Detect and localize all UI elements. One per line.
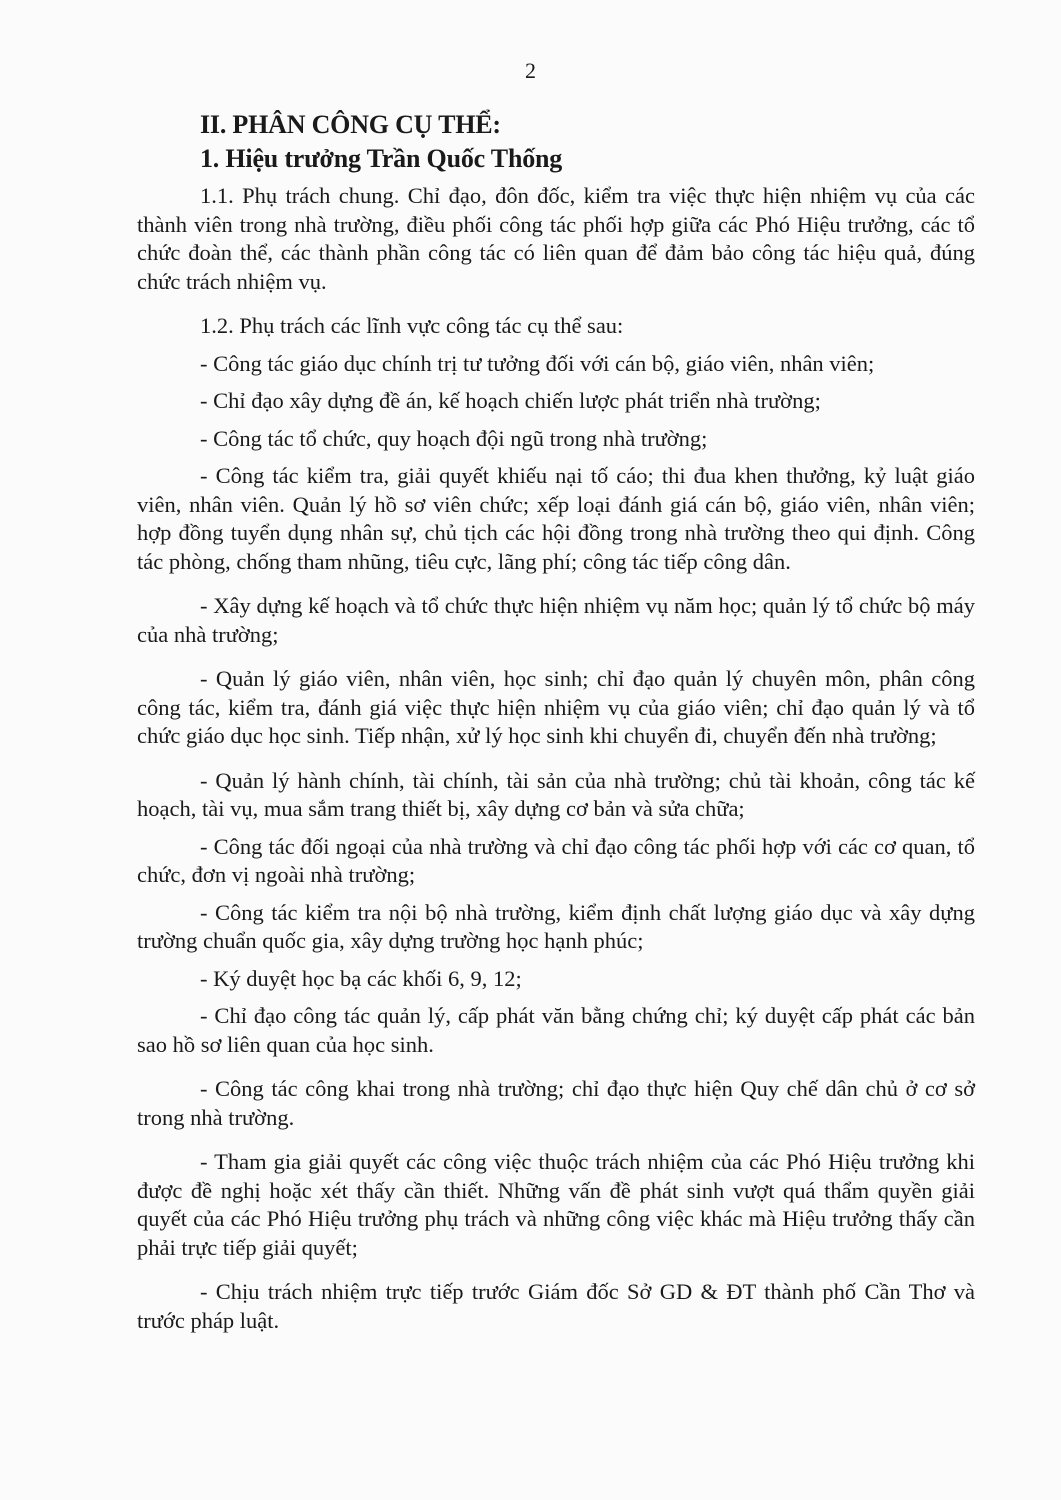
duty-item: - Chỉ đạo công tác quản lý, cấp phát văn bằng chứng chỉ; ký duyệt cấp phát các bản sao hồ sơ liên quan của học sinh. bbox=[137, 1003, 975, 1057]
paragraph-general-duty: 1.1. Phụ trách chung. Chỉ đạo, đôn đốc, kiểm tra việc thực hiện nhiệm vụ của các thành viên trong nhà trường, điều phối công tác phối hợp giữa các Phó Hiệu trưởng, các tổ chức đoàn thể, các thành phần công tác có liên quan để đảm bảo công tác hiệu quả, đúng chức trách nhiệm vụ. bbox=[137, 183, 975, 294]
duty-item: - Ký duyệt học bạ các khối 6, 9, 12; bbox=[200, 965, 522, 991]
duty-item: - Công tác công khai trong nhà trường; chỉ đạo thực hiện Quy chế dân chủ ở cơ sở trong nhà trường. bbox=[137, 1076, 975, 1130]
duty-item: - Công tác giáo dục chính trị tư tưởng đối với cán bộ, giáo viên, nhân viên; bbox=[200, 350, 875, 376]
duty-item: - Chỉ đạo xây dựng đề án, kế hoạch chiến lược phát triển nhà trường; bbox=[200, 388, 821, 413]
duty-item: - Công tác đối ngoại của nhà trường và chỉ đạo công tác phối hợp với các cơ quan, tổ chức, đơn vị ngoài nhà trường; bbox=[137, 833, 975, 887]
duty-item: - Quản lý giáo viên, nhân viên, học sinh; chỉ đạo quản lý chuyên môn, phân công công tác, kiểm tra, đánh giá việc thực hiện nhiệm vụ của giáo viên; chỉ đạo quản lý và tổ chức giáo dục học sinh. Tiếp nhận, xử lý học sinh khi chuyển đi, chuyển đến nhà trường; bbox=[137, 666, 975, 748]
document-body bbox=[137, 108, 975, 1335]
duty-item: - Công tác kiểm tra, giải quyết khiếu nại tố cáo; thi đua khen thưởng, kỷ luật giáo viên, nhân viên. Quản lý hồ sơ viên chức; xếp loại đánh giá cán bộ, giáo viên, nhân viên; hợp đồng tuyển dụng nhân sự, chủ tịch các hội đồng trong nhà trường theo qui định. Công tác phòng, chống tham nhũng, tiêu cực, lãng phí; công tác tiếp công dân. bbox=[137, 463, 975, 574]
duty-item: - Công tác tổ chức, quy hoạch đội ngũ trong nhà trường; bbox=[200, 425, 708, 451]
subsection-title: 1. Hiệu trưởng Trần Quốc Thống bbox=[200, 144, 563, 173]
page-number: 2 bbox=[525, 58, 536, 83]
section-title: II. PHÂN CÔNG CỤ THỂ: bbox=[200, 110, 501, 139]
duty-item: - Công tác kiểm tra nội bộ nhà trường, kiểm định chất lượng giáo dục và xây dựng trường chuẩn quốc gia, xây dựng trường học hạnh phúc; bbox=[137, 899, 975, 953]
duty-item: - Xây dựng kế hoạch và tổ chức thực hiện nhiệm vụ năm học; quản lý tổ chức bộ máy của nhà trường; bbox=[137, 593, 975, 647]
paragraph-specific-duties-intro: 1.2. Phụ trách các lĩnh vực công tác cụ thể sau: bbox=[200, 313, 624, 338]
duty-item: - Tham gia giải quyết các công việc thuộc trách nhiệm của các Phó Hiệu trưởng khi được đề nghị hoặc xét thấy cần thiết. Những vấn đề phát sinh vượt quá thẩm quyền giải quyết của các Phó Hiệu trưởng phụ trách và những công việc khác mà Hiệu trưởng thấy cần phải trực tiếp giải quyết; bbox=[137, 1149, 975, 1260]
duty-item: - Chịu trách nhiệm trực tiếp trước Giám đốc Sở GD & ĐT thành phố Cần Thơ và trước pháp luật. bbox=[137, 1279, 975, 1333]
duty-item: - Quản lý hành chính, tài chính, tài sản của nhà trường; chủ tài khoản, công tác kế hoạch, tài vụ, mua sắm trang thiết bị, xây dựng cơ bản và sửa chữa; bbox=[137, 767, 975, 821]
